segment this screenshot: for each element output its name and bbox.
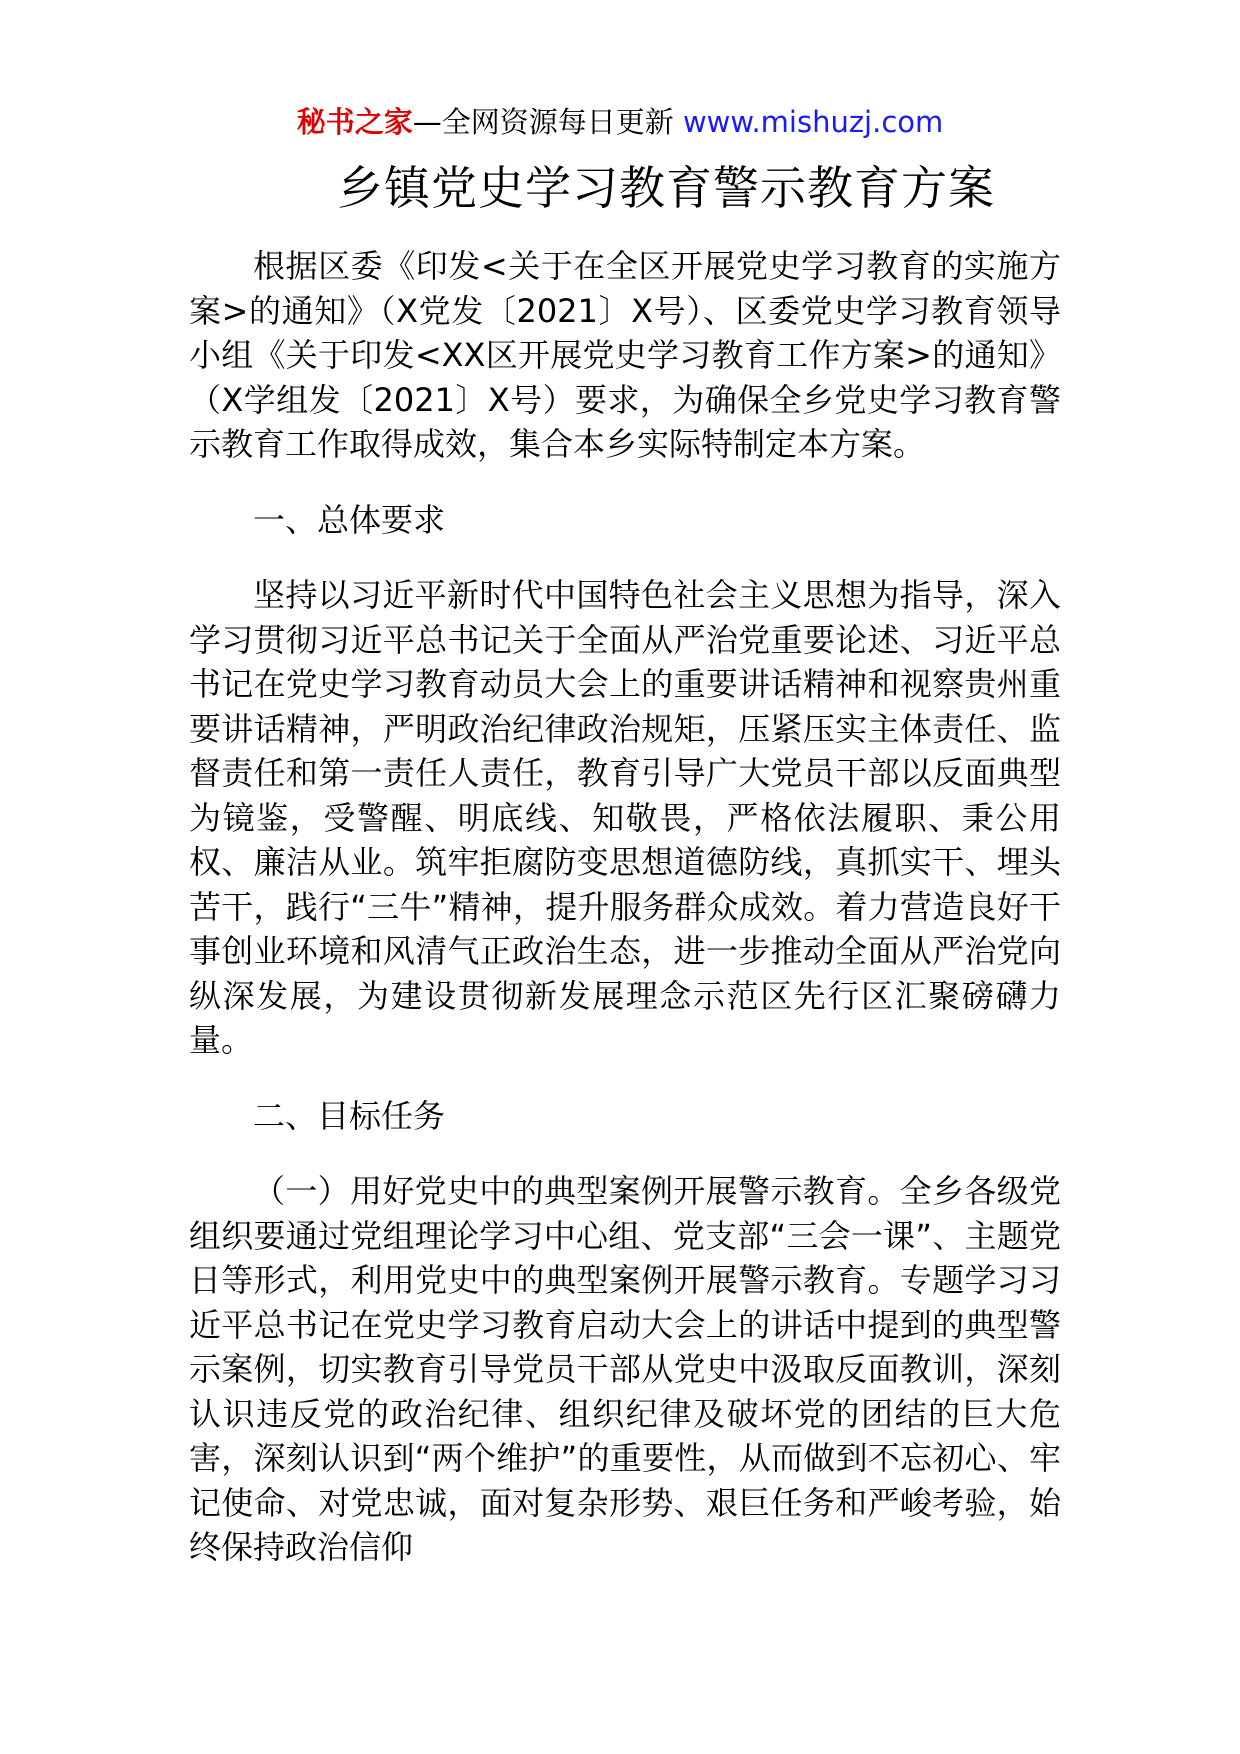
section-heading-goals-tasks: 二、目标任务 [253, 1096, 446, 1135]
general-requirements-paragraph: 坚持以习近平新时代中国特色社会主义思想为指导，深入学习贯彻习近平总书记关于全面从严治党重要论述、习近平总书记在党史学习教育动员大会上的重要讲话精神和视察贵州重要讲话精神，严明政治纪律政治规矩，压紧压实主体责任、监督责任和第一责任人责任，教育引导广大党员干部以反面典型为镜鉴，受警醒、明底线、知敬畏，严格依法履职、秉公用权、廉洁从业。筑牢拒腐防变思想道德防线，真抓实干、埋头苦干，践行“三牛”精神，提升服务群众成效。着力营造良好干事创业环境和风清气正政治生态，进一步推动全面从严治党向纵深发展，为建设贯彻新发展理念示范区先行区汇聚磅礴力量。 [189, 576, 1061, 1059]
brand-name: 秘书之家 [296, 105, 413, 139]
document-title: 乡镇党史学习教育警示教育方案 [337, 161, 995, 215]
header-tagline: —全网资源每日更新 [412, 105, 674, 139]
task-one-paragraph: （一）用好党史中的典型案例开展警示教育。全乡各级党组织要通过党组理论学习中心组、党支部“三会一课”、主题党日等形式，利用党史中的典型案例开展警示教育。专题学习习近平总书记在党史学习教育启动大会上的讲话中提到的典型警示案例，切实教育引导党员干部从党史中汲取反面教训，深刻认识违反党的政治纪律、组织纪律及破坏党的团结的巨大危害，深刻认识到“两个维护”的重要性，从而做到不忘初心、牢记使命、对党忠诚，面对复杂形势、艰巨任务和严峻考验，始终保持政治信仰 [189, 1172, 1061, 1566]
section-heading-general-requirements: 一、总体要求 [253, 500, 446, 539]
intro-paragraph: 根据区委《印发<关于在全区开展党史学习教育的实施方案>的通知》（X党发〔2021〕X号）、区委党史学习教育领导小组《关于印发<XX区开展党史学习教育工作方案>的通知》（X学组发〔2021〕X号）要求，为确保全乡党史学习教育警示教育工作取得成效，集合本乡实际特制定本方案。 [189, 247, 1061, 463]
site-url-link[interactable]: www.mishuzj.com [682, 105, 944, 139]
site-header [0, 102, 1240, 142]
document-body [189, 244, 1061, 1570]
